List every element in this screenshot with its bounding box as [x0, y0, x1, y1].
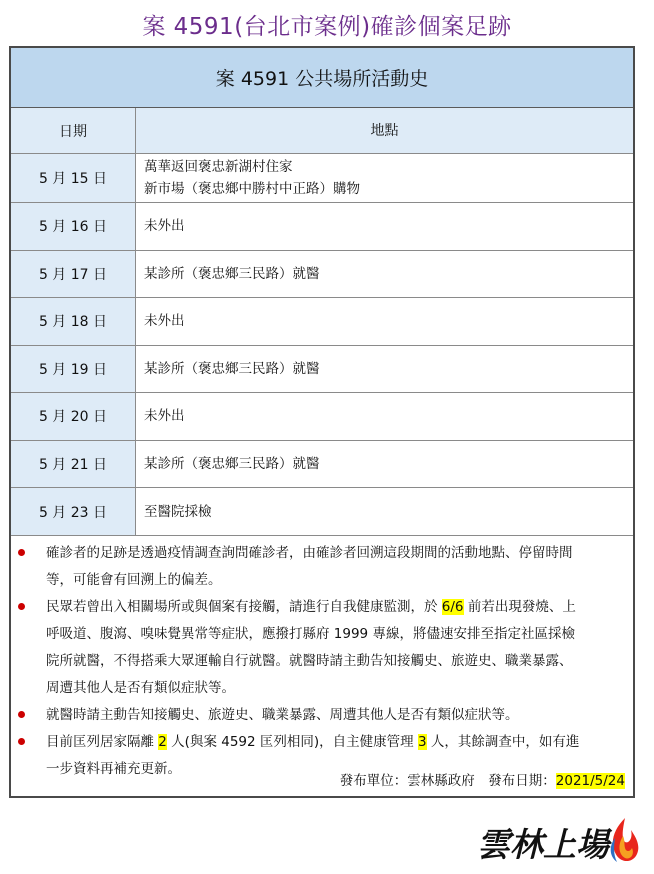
row-date: 5 月 18 日	[11, 298, 136, 345]
flame-icon	[611, 818, 639, 862]
table-row	[11, 251, 633, 299]
bullet-icon	[18, 738, 25, 745]
place-line: 萬華返回褒忠新湖村住家	[144, 159, 293, 175]
row-place	[136, 393, 633, 440]
row-place	[136, 203, 633, 250]
note-text	[46, 540, 623, 594]
logo-graphic	[475, 808, 645, 870]
publish-date: 2021/5/24	[555, 773, 625, 789]
row-place	[136, 298, 633, 345]
page-title: 案 4591(台北市案例)確診個案足跡	[142, 14, 512, 40]
place-line: 未外出	[144, 408, 185, 425]
row-date: 5 月 20 日	[11, 393, 136, 440]
row-place	[136, 346, 633, 393]
row-place	[136, 441, 633, 488]
note-text	[46, 702, 623, 729]
place-line: 至醫院採檢	[144, 503, 212, 520]
row-date: 5 月 16 日	[11, 203, 136, 250]
bullet-icon	[18, 549, 25, 556]
table-row	[11, 203, 633, 251]
note-line: 院所就醫，不得搭乘大眾運輸自行就醫。就醫時請主動告知接觸史、旅遊史、職業暴露、	[46, 653, 573, 669]
row-date: 5 月 23 日	[11, 488, 136, 535]
footprint-table	[9, 46, 635, 798]
publisher-label: 發布單位：雲林縣政府 發布日期：	[339, 773, 556, 789]
place-line: 新市場（褒忠鄉中勝村中正路）購物	[144, 181, 360, 197]
table-row	[11, 154, 633, 203]
table-row	[11, 488, 633, 536]
header-date: 日期	[11, 108, 136, 153]
row-date: 5 月 15 日	[11, 154, 136, 202]
row-place	[136, 154, 633, 202]
yunlin-logo	[475, 808, 645, 870]
table-row	[11, 441, 633, 489]
table-header-row	[11, 108, 633, 154]
place-line: 未外出	[144, 313, 185, 330]
note-line: 目前匡列居家隔離 2 人(與案 4592 匡列相同)，自主健康管理 3 人，其餘調查中，如有進	[46, 734, 580, 750]
row-place	[136, 251, 633, 298]
note-line: 民眾若曾出入相關場所或與個案有接觸，請進行自我健康監測，於 6/6 前若出現發燒、上	[46, 599, 576, 615]
place-line: 某診所（褒忠鄉三民路）就醫	[144, 455, 320, 472]
highlight-self-monitor-count: 3	[417, 734, 427, 750]
table-row	[11, 298, 633, 346]
header-place-label: 地點	[370, 122, 399, 139]
note-text	[46, 594, 623, 702]
row-place	[136, 488, 633, 535]
place-line: 未外出	[144, 218, 185, 235]
row-date: 5 月 17 日	[11, 251, 136, 298]
highlight-date: 6/6	[441, 599, 464, 615]
bullet-icon	[18, 711, 25, 718]
note-line: 就醫時請主動告知接觸史、旅遊史、職業暴露、周遭其他人是否有類似症狀等。	[46, 707, 519, 723]
table-row	[11, 346, 633, 394]
note-line: 確診者的足跡是透過疫情調查詢問確診者，由確診者回溯這段期間的活動地點、停留時間	[46, 545, 573, 561]
place-line: 某診所（褒忠鄉三民路）就醫	[144, 265, 320, 282]
bullet-icon	[18, 603, 25, 610]
note-line: 呼吸道、腹瀉、嗅味覺異常等症狀，應撥打縣府 1999 專線，將儘速安排至指定社區採檢	[46, 626, 575, 642]
table-title: 案 4591 公共場所活動史	[11, 48, 633, 108]
publish-footer	[340, 770, 625, 792]
header-place	[136, 108, 633, 153]
note-line: 等，可能會有回溯上的偏差。	[46, 572, 222, 588]
table-row	[11, 393, 633, 441]
note-line: 一步資料再補充更新。	[46, 761, 181, 777]
note-line: 周遭其他人是否有類似症狀等。	[46, 680, 235, 696]
row-date: 5 月 21 日	[11, 441, 136, 488]
row-date: 5 月 19 日	[11, 346, 136, 393]
place-line: 某診所（褒忠鄉三民路）就醫	[144, 360, 320, 377]
highlight-isolation-count: 2	[158, 734, 167, 750]
logo-text: 雲林上場	[477, 825, 609, 864]
